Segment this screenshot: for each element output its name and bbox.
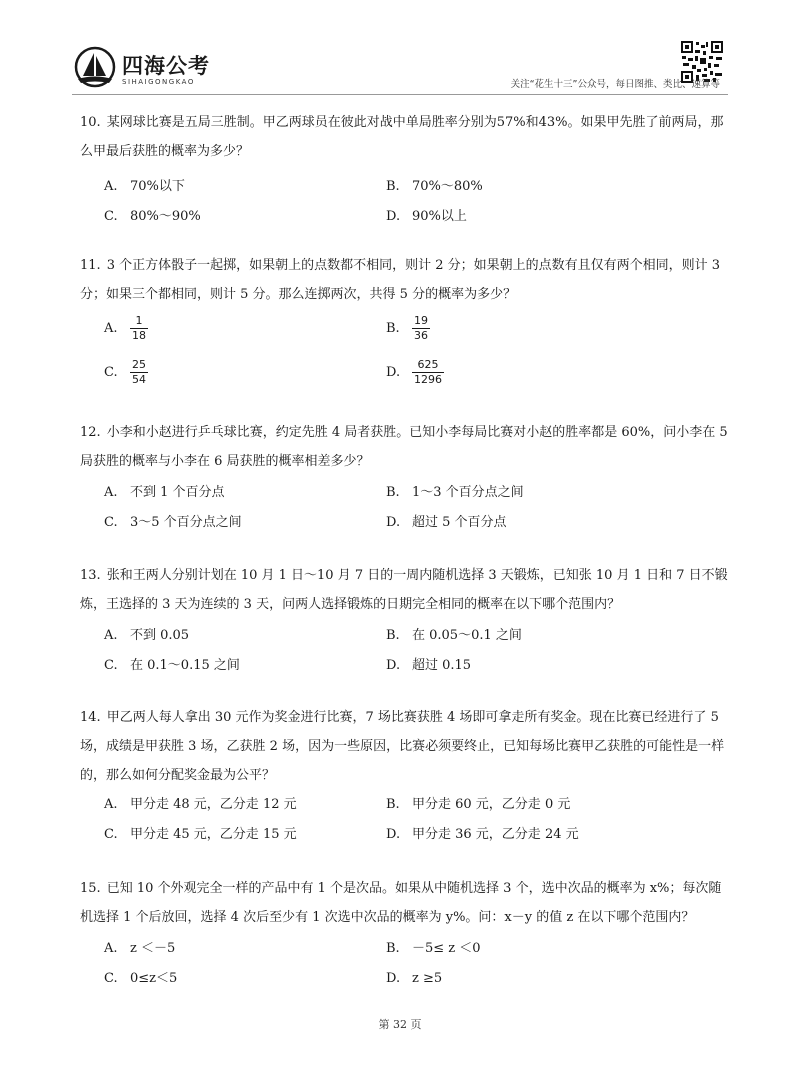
question-12 [80, 418, 732, 538]
question-text: 某网球比赛是五局三胜制。甲乙两球员在彼此对战中单局胜率分别为57%和43%。如果甲先胜了前两局，那么甲最后获胜的概率为多少？ [80, 115, 724, 159]
question-stem [80, 418, 732, 476]
option-a[interactable]: A. z ＜－5 [104, 941, 176, 956]
option-d[interactable]: D. 90%以上 [386, 209, 467, 224]
question-text: 甲乙两人每人拿出 30 元作为奖金进行比赛，7 场比赛获胜 4 场即可拿走所有奖金。现在比赛已经进行了 5 场，成绩是甲获胜 3 场，乙获胜 2 场，因为一些原因，比赛必须要终止，已知每场比赛甲乙获胜的可能性是一样的，那么如何分配奖金最为公平？ [80, 710, 725, 783]
question-text: 已知 10 个外观完全一样的产品中有 1 个是次品。如果从中随机选择 3 个，选中次品的概率为 x%；每次随机选择 1 个后放回，选择 4 次后至少有 1 次选中次品的概率为 y%。问：x－y 的值 z 在以下哪个范围内？ [80, 881, 722, 925]
option-row [80, 790, 732, 820]
fraction: $\frac{19}{36}$ [414, 313, 428, 342]
question-stem [80, 251, 732, 309]
option-c[interactable]: C. 3～5 个百分点之间 [104, 515, 242, 530]
page-number: 第 32 页 [378, 1018, 422, 1031]
option-b[interactable]: B. 1～3 个百分点之间 [386, 485, 524, 500]
option-row [80, 508, 732, 538]
option-a[interactable]: A. 70%以下 [104, 179, 185, 194]
question-13 [80, 561, 732, 681]
page-header [0, 0, 800, 100]
option-row [80, 964, 732, 994]
option-b[interactable]: B. 70%～80% [386, 179, 483, 194]
option-d[interactable]: D. 甲分走 36 元，乙分走 24 元 [386, 827, 579, 842]
option-c[interactable]: C. $\frac{25}{54}$ [104, 357, 146, 386]
option-row [80, 478, 732, 508]
fraction: $\frac{625}{1296}$ [414, 357, 442, 386]
option-c[interactable]: C. 甲分走 45 元，乙分走 15 元 [104, 827, 297, 842]
brand-name: 四海公考 [122, 54, 210, 78]
option-d[interactable]: D. z ≥5 [386, 971, 443, 986]
question-text: 张和王两人分别计划在 10 月 1 日～10 月 7 日的一周内随机选择 3 天锻炼，已知张 10 月 1 日和 7 日不锻炼，王选择的 3 天为连续的 3 天，问两人选择锻炼的日期完全相同的概率在以下哪个范围内？ [80, 568, 728, 612]
option-b[interactable]: B. 在 0.05～0.1 之间 [386, 628, 522, 643]
option-row [80, 172, 732, 202]
fraction: $\frac{1}{18}$ [132, 313, 146, 342]
option-a[interactable]: A. 不到 0.05 [104, 628, 190, 643]
option-a[interactable]: A. 不到 1 个百分点 [104, 485, 225, 500]
question-text: 小李和小赵进行乒乓球比赛，约定先胜 4 局者获胜。已知小李每局比赛对小赵的胜率都是 60%，问小李在 5 局获胜的概率与小李在 6 局获胜的概率相差多少？ [80, 425, 728, 469]
option-row [80, 202, 732, 232]
option-d[interactable]: D. 超过 0.15 [386, 658, 472, 673]
option-row [80, 621, 732, 651]
option-a[interactable]: A. $\frac{1}{18}$ [104, 313, 146, 342]
option-row [80, 820, 732, 850]
question-stem [80, 561, 732, 619]
option-b[interactable]: B. $\frac{19}{36}$ [386, 313, 428, 342]
header-tagline: 关注“花生十三”公众号，每日图推、类比、速算等 [510, 79, 720, 90]
question-14 [80, 703, 732, 850]
question-number: 14. [80, 710, 101, 725]
option-d[interactable]: D. 超过 5 个百分点 [386, 515, 507, 530]
question-10 [80, 108, 732, 232]
option-row [80, 353, 732, 391]
question-11 [80, 251, 732, 391]
question-number: 13. [80, 568, 101, 583]
question-number: 11. [80, 258, 101, 273]
option-row [80, 934, 732, 964]
option-b[interactable]: B. 甲分走 60 元，乙分走 0 元 [386, 797, 571, 812]
sailboat-logo-icon [72, 46, 118, 88]
option-d[interactable]: D. $\frac{625}{1296}$ [386, 357, 442, 386]
question-number: 12. [80, 425, 101, 440]
option-b[interactable]: B. －5≤ z ＜0 [386, 941, 481, 956]
option-c[interactable]: C. 80%～90% [104, 209, 201, 224]
brand-subtitle: SIHAIGONGKAO [122, 78, 195, 86]
question-stem [80, 874, 732, 932]
option-row [80, 309, 732, 347]
option-row [80, 651, 732, 681]
fraction: $\frac{25}{54}$ [132, 357, 146, 386]
header-divider [72, 94, 728, 95]
question-stem [80, 108, 732, 166]
option-c[interactable]: C. 0≤z＜5 [104, 971, 178, 986]
question-number: 10. [80, 115, 101, 130]
question-15 [80, 874, 732, 994]
question-stem [80, 703, 732, 790]
question-text: 3 个正方体骰子一起掷，如果朝上的点数都不相同，则计 2 分；如果朝上的点数有且仅有两个相同，则计 3 分；如果三个都相同，则计 5 分。那么连掷两次，共得 5 分的概率为多少？ [80, 258, 721, 302]
option-c[interactable]: C. 在 0.1～0.15 之间 [104, 658, 240, 673]
question-number: 15. [80, 881, 101, 896]
option-a[interactable]: A. 甲分走 48 元，乙分走 12 元 [104, 797, 297, 812]
